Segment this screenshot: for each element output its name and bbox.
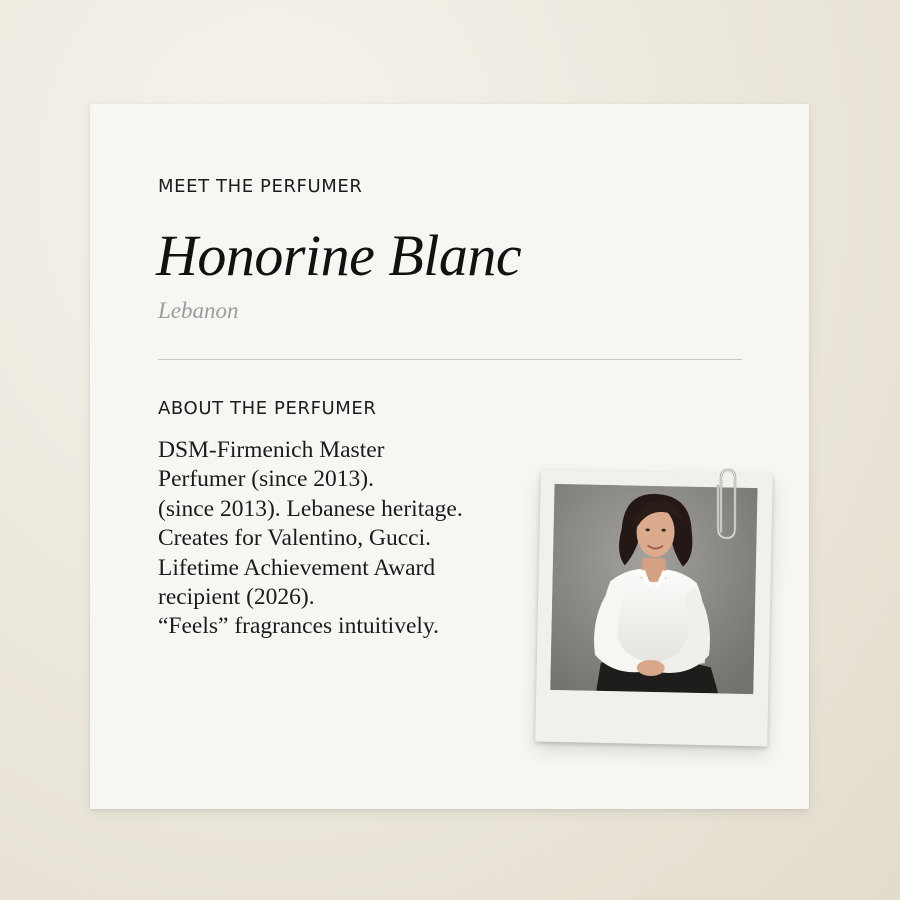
bio-line: Perfumer (since 2013). bbox=[158, 466, 374, 493]
bio-line: Lifetime Achievement Award bbox=[158, 554, 436, 581]
divider bbox=[158, 359, 742, 360]
bio-text bbox=[158, 436, 538, 642]
perfumer-name: Honorine Blanc bbox=[156, 223, 522, 288]
bio-line: Creates for Valentino, Gucci. bbox=[158, 525, 431, 552]
bio-line: recipient (2026). bbox=[158, 584, 315, 611]
about-heading: ABOUT THE PERFUMER bbox=[158, 398, 377, 419]
bio-line: (since 2013). Lebanese heritage. bbox=[158, 495, 463, 522]
perfumer-origin: Lebanon bbox=[158, 298, 239, 323]
bio-line: “Feels” fragrances intuitively. bbox=[158, 613, 440, 640]
paperclip-icon bbox=[712, 466, 742, 544]
bio-line: DSM-Firmenich Master bbox=[158, 437, 385, 463]
section-eyebrow: MEET THE PERFUMER bbox=[158, 176, 363, 197]
